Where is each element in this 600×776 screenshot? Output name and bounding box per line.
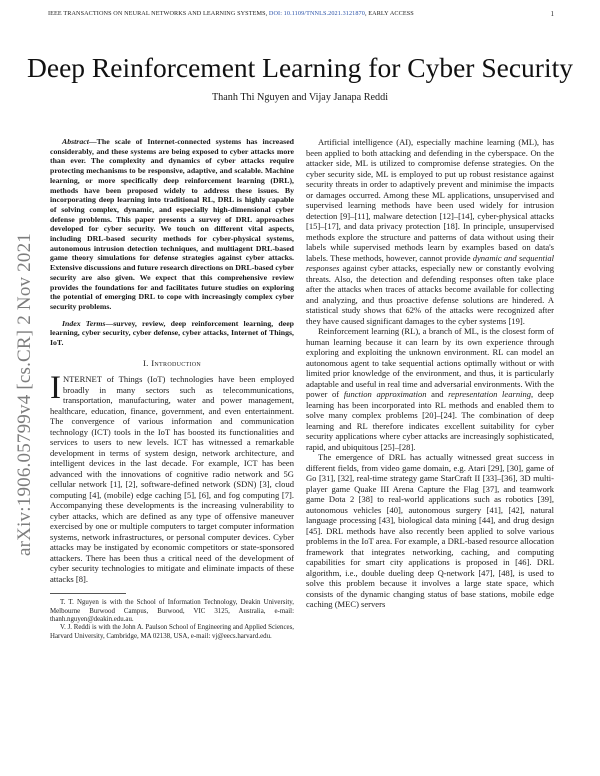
- footnote-author-2: V. J. Reddi is with the John A. Paulson School of Engineering and Applied Sciences, Harvard University, Cambridge, MA 02138, USA, e-mail: vj@eecs.harvard.edu.: [50, 624, 294, 640]
- right-column: [306, 137, 554, 610]
- header-suffix: , EARLY ACCESS: [364, 10, 414, 17]
- page-number: 1: [550, 10, 554, 18]
- journal-name: IEEE TRANSACTIONS ON NEURAL NETWORKS AND LEARNING SYSTEMS,: [48, 10, 269, 17]
- arxiv-stamp: arXiv:1906.05799v4 [cs.CR] 2 Nov 2021: [14, 233, 35, 556]
- emphasis-text: representation learning: [448, 389, 532, 399]
- running-header: [48, 10, 568, 17]
- paragraph-text: Artificial intelligence (AI), especially machine learning (ML), has been applied to both attacking and defending in the cyberspace. On the attacker side, ML is utilized to compromise defense strategies. On the cyber security side, ML is employed to put up robust resistance against security threats in order to adaptively prevent and minimise the impacts or damages occurred. Among these ML applications, unsupervised and supervised learning methods have been used widely for intrusion detection [9]–[11], malware detection [12]–[14], cyber-physical attacks [15]–[17], and data privacy protection [18]. In principle, unsupervised methods explore the structure and patterns of data without using their labels while supervised methods learn by examples based on data's labels. These methods, however, cannot provide: [306, 137, 554, 263]
- paper-title: Deep Reinforcement Learning for Cyber Security: [27, 52, 573, 83]
- intro-text: of Things (IoT) technologies have been employed broadly in many sectors such as telecommunications, transportation, manufacturing, water and power management, healthcare, education, finance, government, and even entertainment. The convergence of various information and communication technology (ICT) tools in the IoT has boosted its functionalities and services to users to new levels. ICT has witnessed a remarkable development in terms of system design, network architecture, and intelligent devices in the last decade. For example, ICT has been advanced with the innovations of cognitive radio network and 5G cellular network [1], [2], software-defined network (SDN) [3], cloud computing [4], (mobile) edge caching [5], [6], and fog computing [7]. Accompanying these developments is the increasing vulnerability to cyber attacks, which are defined as any type of offensive maneuver exercised by one or multiple computers to target computer information systems, network infrastructures, or personal computer devices. Cyber attacks may be instigated by economic competitors or state-sponsored attackers. There has been thus a critical need of the development of cyber security technologies to mitigate and eliminate impacts of these attacks [8].: [50, 374, 294, 584]
- footnotes: [50, 599, 294, 641]
- index-terms-text: —survey, review, deep reinforcement learning, deep learning, cyber security, cyber defense, cyber attacks, Internet of Things, IoT.: [50, 318, 294, 348]
- paragraph-text: against cyber attacks, especially new or constantly evolving threats. Also, the detection and defending responses often take place after the attacks when traces of attacks become available for collecting and analyzing, and thus proactive defense solutions are hindered. A statistical study shows that 62% of the attacks were recognized after they have caused significant damages to the cyber systems [19].: [306, 263, 554, 326]
- emphasis-text: dynamic and sequential responses: [306, 252, 554, 273]
- drop-cap: I: [50, 370, 61, 407]
- abstract-text: —The scale of Internet-connected systems has increased considerably, and these systems are being exposed to cyber attacks more than ever. The complexity and dynamics of cyber attacks require protecting mechanisms to be responsive, adaptive, and scalable. Machine learning, or more specifically deep reinforcement learning (DRL), methods have been proposed widely to address these issues. By incorporating deep learning into traditional RL, DRL is highly capable of solving complex, dynamic, and especially high-dimensional cyber defense problems. This paper presents a survey of DRL approaches developed for cyber security. We touch on different vital aspects, including DRL-based security methods for cyber-physical systems, autonomous intrusion detection techniques, and multiagent DRL-based game theory simulations for defense strategies against cyber attacks. Extensive discussions and future research directions on DRL-based cyber security are also given. We expect that this comprehensive review provides the foundations for and facilitates future studies on exploring the potential of emerging DRL to cope with increasingly complex cyber security problems.: [50, 137, 294, 311]
- paragraph-text: and: [426, 389, 449, 399]
- paragraph-drl: The emergence of DRL has actually witnessed great success in different fields, from video game domain, e.g. Atari [29], [30], game of Go [31], [32], real-time strategy game StarCraft II [33]–[36], 3D multi-player game Quake III Arena Capture the Flag [37], and teamwork game Dota 2 [38] to real-world applications such as robotics [39], autonomous vehicles [40], autonomous surgery [41], [42], natural language processing [43], biological data mining [44], and drug design [45]. DRL methods have also recently been applied to solve various problems in the IoT area. For example, a DRL-based resource allocation framework that integrates networking, caching, and computing capabilities for smart city applications is proposed in [46]. DRL algorithm, i.e., double dueling deep Q-network [47], [48], is used to solve this problem because it involves a large state space, which consists of the dynamic changing status of base stations, mobile edge caching (MEC) servers: [306, 452, 554, 609]
- footnote-author-1: T. T. Nguyen is with the School of Information Technology, Deakin University, Melbourne Burwood Campus, Burwood, VIC 3125, Australia, e-mail: thanh.nguyen@deakin.edu.au.: [50, 599, 294, 624]
- emphasis-text: function approximation: [343, 389, 427, 399]
- section-number: I.: [142, 357, 152, 368]
- abstract-label: Abstract: [62, 137, 89, 146]
- index-terms-label: Index Terms: [62, 318, 106, 328]
- footnote-rule: [50, 593, 126, 594]
- paragraph-rl: [306, 326, 554, 452]
- section-heading-introduction: [50, 358, 294, 369]
- doi-link[interactable]: DOI: 10.1109/TNNLS.2021.3121870: [268, 10, 365, 17]
- intro-paragraph: [50, 370, 294, 584]
- section-title: Introduction: [151, 357, 202, 368]
- paper-authors: Thanh Thi Nguyen and Vijay Janapa Reddi: [211, 92, 389, 103]
- left-column: [50, 137, 294, 641]
- index-terms: [50, 319, 294, 348]
- paragraph-text: Reinforcement learning (RL), a branch of ML, is the closest form of human learning because it can learn by its own experience through exploring and exploiting the unknown environment. RL can model an autonomous agent to take sequential actions optimally without or with limited prior knowledge of the environment, and thus, it is particularly adaptable and useful in real time and adversarial environments. With the power of: [306, 326, 554, 399]
- paragraph-ai-ml: [306, 137, 554, 326]
- abstract: [50, 137, 294, 312]
- intro-lead: NTERNET: [63, 374, 102, 385]
- paragraph-text: , deep learning has been incorporated into RL methods and enabled them to solve many complex problems [20]–[24]. The combination of deep learning and RL therefore indicates excellent suitability for cyber security applications where cyber attacks are increasingly sophisticated, rapid, and ubiquitous [25]–[28].: [306, 389, 554, 452]
